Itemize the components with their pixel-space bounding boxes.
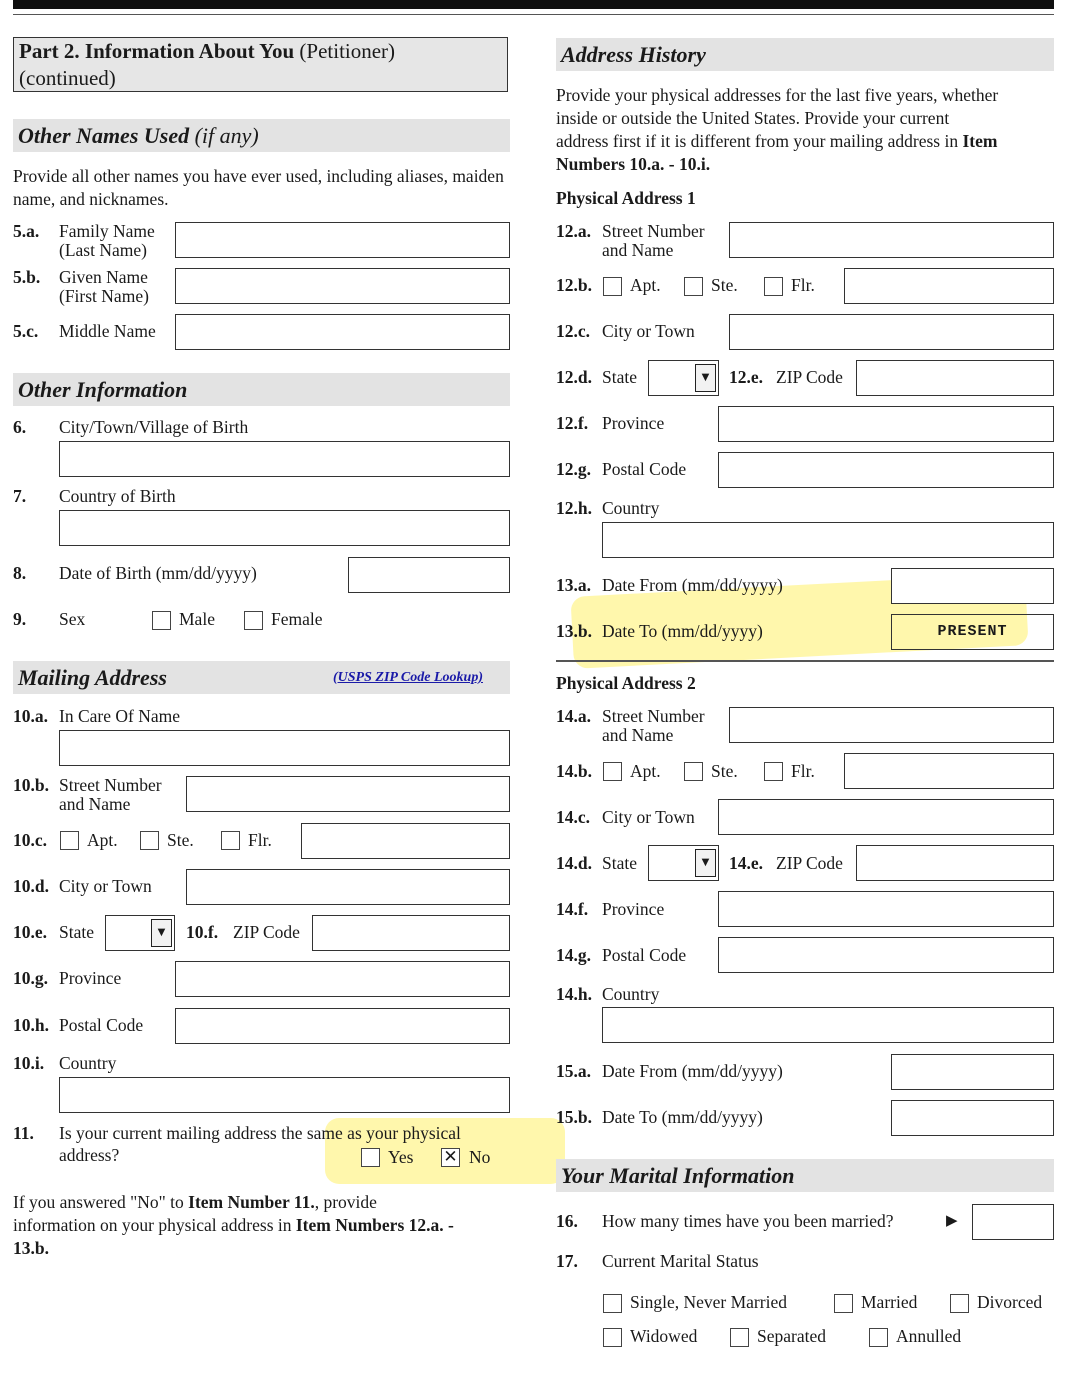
physical-address-2-title: Physical Address 2 (556, 673, 696, 693)
arrow-right-icon: ▶ (946, 1211, 958, 1229)
mailing-zip-input[interactable] (312, 915, 510, 951)
mailing-apt-label: Apt. (87, 830, 118, 850)
pa1-apt-label: Apt. (630, 275, 661, 295)
pa2-ste-checkbox[interactable] (684, 762, 703, 781)
pa1-flr-label: Flr. (791, 275, 815, 295)
no-label: No (469, 1147, 491, 1167)
label-7: Country of Birth (59, 486, 176, 506)
address-history-intro: Provide your physical addresses for the last five years, whether inside or outside the United States. Provide your current address first if it is different from your mailing address in Item Numbers 10.a. - 10.i. (556, 85, 999, 174)
same-address-yes-checkbox[interactable] (361, 1148, 380, 1167)
mailing-state-select[interactable] (105, 915, 175, 951)
num-14c: 14.c. (556, 807, 591, 827)
num-10g: 10.g. (13, 968, 48, 988)
num-12g: 12.g. (556, 459, 591, 479)
pa2-postal-input[interactable] (718, 937, 1054, 973)
other-names-instructions: Provide all other names you have ever used, including aliases, maiden name, and nicknames. (13, 166, 504, 209)
item-11-note: If you answered "No" to Item Number 11., provide information on your physical address in Item Numbers 12.a. - 13.b. (13, 1192, 454, 1258)
mailing-street-input[interactable] (186, 776, 510, 812)
city-of-birth-input[interactable] (59, 441, 510, 477)
label-15b: Date To (mm/dd/yyyy) (602, 1107, 763, 1127)
widowed-checkbox[interactable] (603, 1328, 622, 1347)
label-10g: Province (59, 968, 122, 988)
num-12b: 12.b. (556, 275, 592, 295)
num-15b: 15.b. (556, 1107, 592, 1127)
married-checkbox[interactable] (834, 1294, 853, 1313)
label-14g: Postal Code (602, 945, 687, 965)
top-border-bar (13, 0, 1054, 9)
label-14a: Street Number and Name (602, 706, 705, 745)
pa1-flr-checkbox[interactable] (764, 277, 783, 296)
female-label: Female (271, 609, 323, 629)
times-married-input[interactable] (972, 1204, 1054, 1240)
label-10f: ZIP Code (233, 922, 300, 942)
label-8: Date of Birth (mm/dd/yyyy) (59, 563, 257, 583)
top-border-line (13, 14, 1054, 15)
chevron-down-icon[interactable]: ▼ (695, 849, 716, 877)
pa1-date-from-input[interactable] (891, 568, 1054, 604)
label-12h: Country (602, 498, 660, 518)
label-10h: Postal Code (59, 1015, 144, 1035)
pa2-flr-label: Flr. (791, 761, 815, 781)
other-names-heading-text: Other Names Used (18, 123, 190, 148)
pa1-unit-input[interactable] (844, 268, 1054, 304)
num-10a: 10.a. (13, 706, 48, 726)
label-15a: Date From (mm/dd/yyyy) (602, 1061, 783, 1081)
pa1-city-input[interactable] (729, 314, 1054, 350)
pa1-ste-checkbox[interactable] (684, 277, 703, 296)
part-suffix: (Petitioner) (299, 39, 396, 63)
married-label: Married (861, 1292, 918, 1312)
label-16: How many times have you been married? (602, 1211, 894, 1231)
num-12c: 12.c. (556, 321, 591, 341)
pa2-state-select[interactable] (648, 845, 719, 881)
yes-label: Yes (388, 1147, 414, 1167)
pa1-apt-checkbox[interactable] (603, 277, 622, 296)
chevron-down-icon[interactable]: ▼ (695, 364, 716, 392)
num-12f: 12.f. (556, 413, 589, 433)
chevron-down-icon[interactable]: ▼ (151, 919, 172, 947)
num-10f: 10.f. (186, 922, 219, 942)
label-10e: State (59, 922, 94, 942)
pa1-zip-input[interactable] (856, 360, 1054, 396)
widowed-label: Widowed (630, 1326, 698, 1346)
part-header (13, 37, 508, 92)
num-5a: 5.a. (13, 221, 40, 241)
label-12d: State (602, 367, 637, 387)
date-of-birth-input[interactable] (348, 557, 510, 593)
num-6: 6. (13, 417, 27, 437)
label-14d: State (602, 853, 637, 873)
pa2-ste-label: Ste. (711, 761, 738, 781)
pa1-country-input[interactable] (602, 522, 1054, 558)
num-14f: 14.f. (556, 899, 589, 919)
other-names-heading-sub: (if any) (194, 123, 259, 148)
pa2-apt-checkbox[interactable] (603, 762, 622, 781)
num-14a: 14.a. (556, 706, 591, 726)
num-10d: 10.d. (13, 876, 49, 896)
label-10i: Country (59, 1053, 117, 1073)
num-10i: 10.i. (13, 1053, 45, 1073)
other-names-heading (13, 119, 510, 152)
num-14g: 14.g. (556, 945, 591, 965)
annulled-label: Annulled (896, 1326, 962, 1346)
label-12a: Street Number and Name (602, 221, 705, 260)
mailing-province-input[interactable] (175, 961, 510, 997)
in-care-of-input[interactable] (59, 730, 510, 766)
divorced-label: Divorced (977, 1292, 1043, 1312)
num-14d: 14.d. (556, 853, 592, 873)
num-10b: 10.b. (13, 775, 49, 795)
part-title: Part 2. Information About You (19, 39, 295, 63)
single-never-married-checkbox[interactable] (603, 1294, 622, 1313)
num-10e: 10.e. (13, 922, 48, 942)
country-of-birth-input[interactable] (59, 510, 510, 546)
marital-heading: Your Marital Information (556, 1159, 1054, 1192)
num-16: 16. (556, 1211, 578, 1231)
pa1-ste-label: Ste. (711, 275, 738, 295)
pa2-zip-input[interactable] (856, 845, 1054, 881)
label-12g: Postal Code (602, 459, 687, 479)
pa1-street-input[interactable] (729, 222, 1054, 258)
part-continued: (continued) (19, 66, 116, 90)
label-14h: Country (602, 984, 660, 1004)
num-15a: 15.a. (556, 1061, 591, 1081)
separated-checkbox[interactable] (730, 1328, 749, 1347)
num-11: 11. (13, 1123, 34, 1143)
mailing-flr-checkbox[interactable] (221, 831, 240, 850)
middle-name-input[interactable] (175, 314, 510, 350)
num-9: 9. (13, 609, 27, 629)
label-11-line1: Is your current mailing address the same as your physical (59, 1123, 461, 1143)
label-14e: ZIP Code (776, 853, 843, 873)
num-13b: 13.b. (556, 621, 592, 641)
mailing-unit-input[interactable] (301, 823, 510, 859)
male-label: Male (179, 609, 215, 629)
address-divider (556, 660, 1054, 662)
label-17: Current Marital Status (602, 1251, 759, 1271)
single-never-married-label: Single, Never Married (630, 1292, 787, 1312)
mailing-country-input[interactable] (59, 1077, 510, 1113)
label-10a: In Care Of Name (59, 706, 180, 726)
label-10d: City or Town (59, 876, 152, 896)
address-history-heading: Address History (556, 38, 1054, 71)
label-11-line2: address? (59, 1145, 120, 1165)
pa1-postal-input[interactable] (718, 452, 1054, 488)
label-9: Sex (59, 609, 86, 629)
male-checkbox[interactable] (152, 611, 171, 630)
num-17: 17. (556, 1251, 578, 1271)
label-13b: Date To (mm/dd/yyyy) (602, 621, 763, 641)
pa2-country-input[interactable] (602, 1007, 1054, 1043)
label-5a: Family Name (Last Name) (59, 221, 155, 260)
same-address-no-checkbox[interactable]: ✕ (441, 1148, 460, 1167)
num-8: 8. (13, 563, 27, 583)
label-14c: City or Town (602, 807, 695, 827)
num-12h: 12.h. (556, 498, 592, 518)
mailing-flr-label: Flr. (248, 830, 272, 850)
label-12c: City or Town (602, 321, 695, 341)
label-6: City/Town/Village of Birth (59, 417, 249, 437)
physical-address-1-title: Physical Address 1 (556, 188, 696, 208)
separated-label: Separated (757, 1326, 826, 1346)
pa2-flr-checkbox[interactable] (764, 762, 783, 781)
num-13a: 13.a. (556, 575, 591, 595)
given-name-input[interactable] (175, 268, 510, 304)
pa1-province-input[interactable] (718, 406, 1054, 442)
pa2-apt-label: Apt. (630, 761, 661, 781)
mailing-apt-checkbox[interactable] (60, 831, 79, 850)
pa2-unit-input[interactable] (844, 753, 1054, 789)
num-14e: 14.e. (729, 853, 764, 873)
pa2-province-input[interactable] (718, 891, 1054, 927)
other-info-heading: Other Information (13, 373, 510, 406)
pa2-date-to-input[interactable] (891, 1100, 1054, 1136)
label-5b: Given Name (First Name) (59, 267, 149, 306)
label-13a: Date From (mm/dd/yyyy) (602, 575, 783, 595)
usps-zip-lookup-link[interactable]: (USPS ZIP Code Lookup) (333, 670, 483, 685)
num-10h: 10.h. (13, 1015, 49, 1035)
pa2-date-from-input[interactable] (891, 1054, 1054, 1090)
num-12e: 12.e. (729, 367, 764, 387)
annulled-checkbox[interactable] (869, 1328, 888, 1347)
mailing-ste-checkbox[interactable] (140, 831, 159, 850)
label-12e: ZIP Code (776, 367, 843, 387)
num-12d: 12.d. (556, 367, 592, 387)
num-14b: 14.b. (556, 761, 592, 781)
family-name-input[interactable] (175, 222, 510, 258)
label-10b: Street Number and Name (59, 775, 162, 814)
num-5b: 5.b. (13, 267, 41, 287)
label-14f: Province (602, 899, 665, 919)
mailing-ste-label: Ste. (167, 830, 194, 850)
pa2-city-input[interactable] (718, 799, 1054, 835)
num-5c: 5.c. (13, 321, 39, 341)
pa1-state-select[interactable] (648, 360, 719, 396)
num-12a: 12.a. (556, 221, 591, 241)
label-5c: Middle Name (59, 321, 156, 341)
num-14h: 14.h. (556, 984, 592, 1004)
label-12f: Province (602, 413, 665, 433)
pa2-street-input[interactable] (729, 707, 1054, 743)
divorced-checkbox[interactable] (950, 1294, 969, 1313)
num-7: 7. (13, 486, 27, 506)
mailing-address-heading (13, 661, 510, 694)
mailing-postal-input[interactable] (175, 1008, 510, 1044)
mailing-heading-text: Mailing Address (18, 665, 167, 690)
pa1-date-to-input[interactable]: PRESENT (891, 614, 1054, 650)
mailing-city-input[interactable] (186, 869, 510, 905)
female-checkbox[interactable] (244, 611, 263, 630)
num-10c: 10.c. (13, 830, 48, 850)
